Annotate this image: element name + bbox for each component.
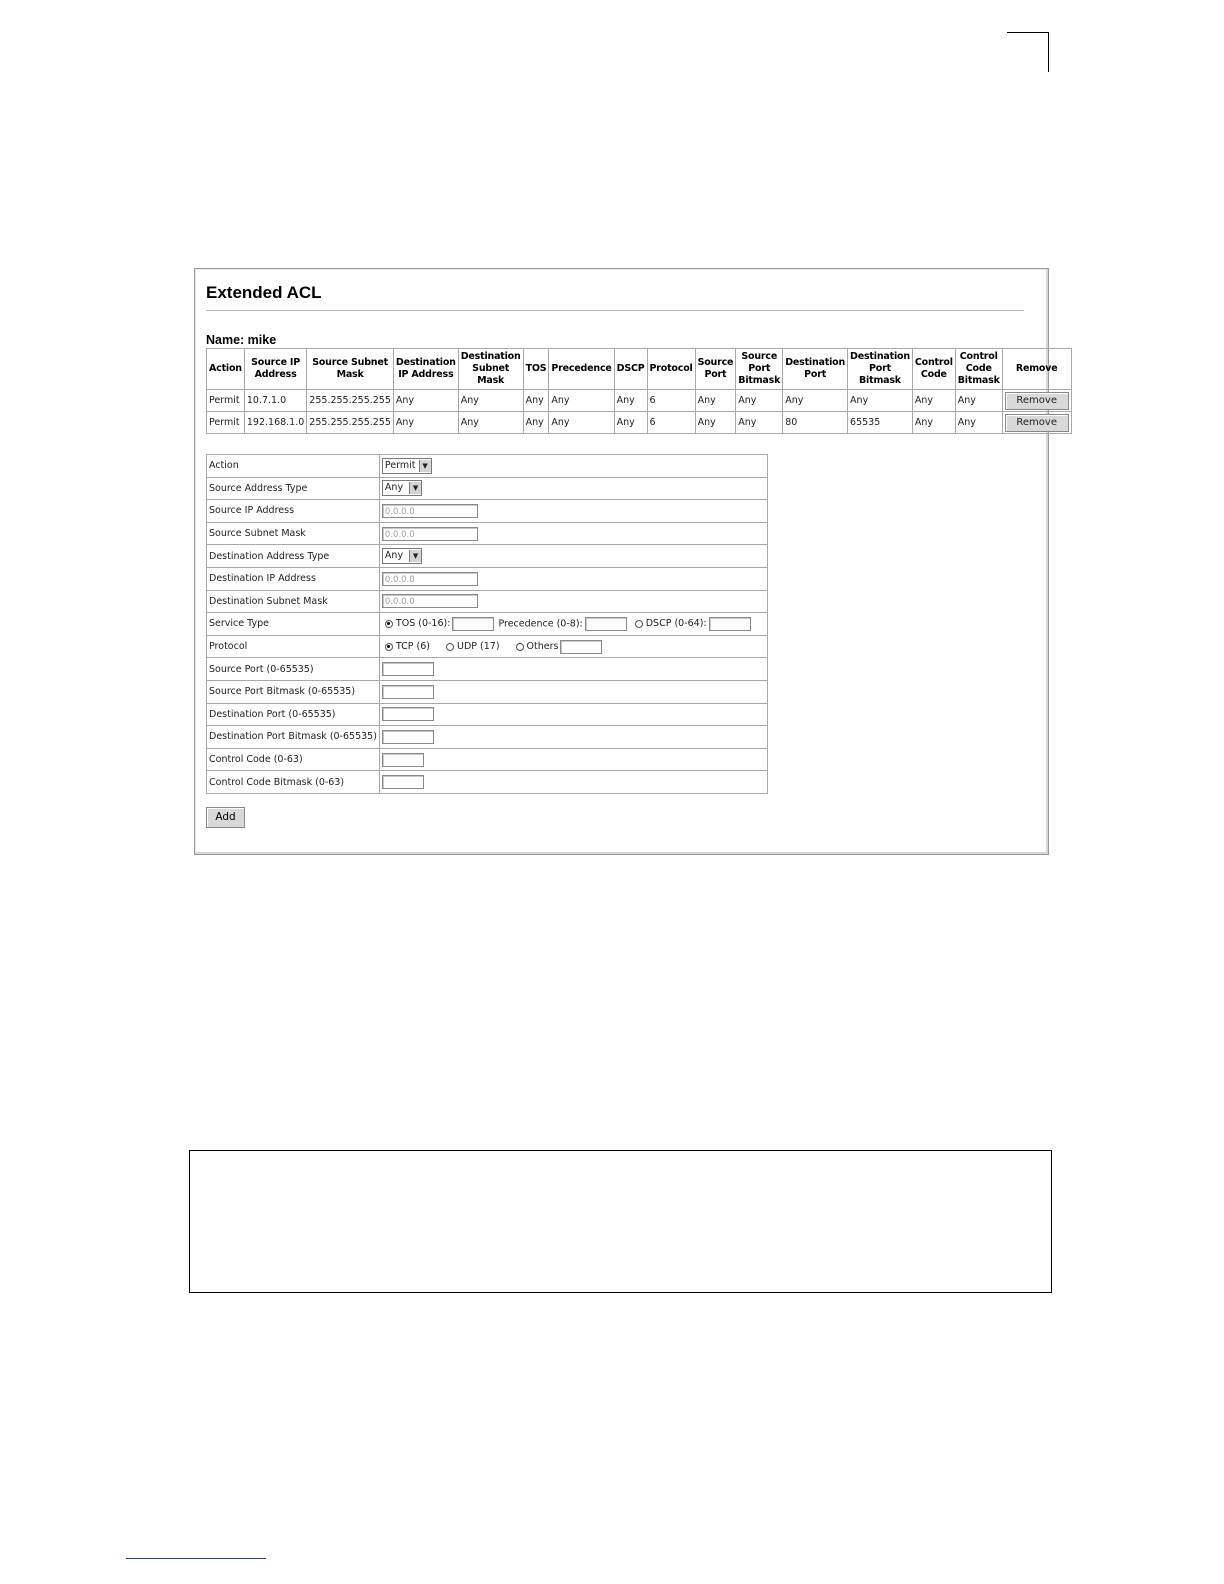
table-cell: Any [549,390,614,412]
tcp-option[interactable] [385,641,430,652]
column-header-line: Bitmask [859,375,901,386]
column-header [912,349,955,390]
form-row-source-ip [207,500,768,523]
form-row-action [207,455,768,478]
tos-input[interactable] [452,617,494,631]
column-header-line: Destination [395,357,456,368]
form-row-dest-address-type [207,545,768,568]
column-header [393,349,458,390]
udp-option[interactable] [446,641,500,652]
table-cell: 255.255.255.255 [307,412,394,434]
table-cell: 255.255.255.255 [307,390,394,412]
precedence-label: Precedence (0-8): [498,618,583,630]
page-title: Extended ACL [206,283,322,302]
form-row-source-mask [207,522,768,545]
form-row-source-port [207,658,768,681]
table-cell: 6 [647,412,695,434]
others-radio[interactable] [516,643,524,651]
dest-address-type-select[interactable] [382,548,422,564]
column-header [244,349,306,390]
dest-ip-label: Destination IP Address [207,567,380,590]
column-header-line: Source Subnet [312,357,388,368]
tos-label: TOS (0-16): [395,618,451,630]
dscp-radio[interactable] [635,620,643,628]
column-header-line: Port [804,369,827,380]
source-address-type-value: Any [384,482,404,494]
table-cell: 65535 [848,412,913,434]
column-header [307,349,394,390]
title-divider [206,310,1024,311]
table-cell: 10.7.1.0 [244,390,306,412]
table-cell: Any [783,390,848,412]
udp-label: UDP (17) [457,641,500,653]
column-header-line: Protocol [649,363,693,374]
table-row [207,390,1072,412]
table-cell: Any [458,390,523,412]
dscp-input[interactable] [709,617,751,631]
add-button[interactable]: Add [206,807,245,828]
control-code-bitmask-input[interactable] [382,775,424,789]
column-header-line: TOS [525,363,547,374]
column-header-line: Source [697,357,734,368]
tcp-radio[interactable] [385,643,393,651]
dest-port-bitmask-label: Destination Port Bitmask (0-65535) [207,726,380,749]
column-header [549,349,614,390]
source-port-input[interactable] [382,662,434,676]
table-cell: Any [848,390,913,412]
table-cell: Permit [207,390,245,412]
extended-acl-panel [194,268,1058,855]
column-header [1002,349,1071,390]
remove-button[interactable]: Remove [1005,392,1069,410]
form-row-dest-port [207,703,768,726]
form-row-dest-ip [207,567,768,590]
column-header-line: Action [209,363,242,374]
form-row-control-code [207,748,768,771]
source-mask-label: Source Subnet Mask [207,522,380,545]
dest-port-input[interactable] [382,707,434,721]
form-row-control-code-bitmask [207,771,768,794]
column-header-line: Mask [336,369,364,380]
column-header [458,349,523,390]
column-header-line: Source [741,351,778,362]
dscp-option[interactable] [635,618,707,629]
column-header-line: Port [748,363,771,374]
service-type-label: Service Type [207,613,380,636]
table-cell: Any [523,390,549,412]
remove-cell [1002,390,1071,412]
column-header-line: Port [704,369,727,380]
table-row [207,412,1072,434]
table-cell: Any [736,390,783,412]
source-ip-input[interactable]: 0.0.0.0 [382,504,478,518]
table-cell: Any [736,412,783,434]
column-header-line: Remove [1015,363,1058,374]
form-row-service-type [207,613,768,636]
column-header-line: Port [869,363,891,374]
column-header-line: IP Address [398,369,454,380]
source-ip-label: Source IP Address [207,500,380,523]
table-cell: 80 [783,412,848,434]
footer-rule [126,1558,266,1559]
column-header-line: Destination [850,351,910,362]
dscp-label: DSCP (0-64): [645,618,707,630]
tcp-label: TCP (6) [395,641,431,653]
column-header-line: Bitmask [957,375,1000,386]
column-header-line: Destination [460,351,521,362]
column-header-line: Source IP [251,357,301,368]
table-cell: Any [393,390,458,412]
dest-ip-input[interactable]: 0.0.0.0 [382,572,478,586]
dest-mask-label: Destination Subnet Mask [207,590,380,613]
column-header [848,349,913,390]
remove-cell [1002,412,1071,434]
chevron-down-icon: ▼ [419,460,431,472]
table-header-row [207,349,1072,390]
column-header-line: Mask [477,375,505,386]
udp-radio[interactable] [446,643,454,651]
acl-rules-table [206,348,1072,434]
column-header [647,349,695,390]
control-code-input[interactable] [382,753,424,767]
form-row-source-address-type [207,477,768,500]
control-code-label: Control Code (0-63) [207,748,380,771]
table-cell: Any [955,390,1002,412]
dest-mask-input[interactable]: 0.0.0.0 [382,594,478,608]
dest-address-type-value: Any [384,550,404,562]
source-port-bitmask-input[interactable] [382,685,434,699]
source-port-label: Source Port (0-65535) [207,658,380,681]
action-label: Action [207,455,380,478]
table-cell: Any [614,390,647,412]
column-header-line: Code [920,369,947,380]
column-header-line: Control [959,351,998,362]
acl-name-label: Name: mike [206,333,277,347]
table-cell: Any [614,412,647,434]
chevron-down-icon: ▼ [409,482,421,494]
action-select-value: Permit [384,459,416,471]
column-header [695,349,736,390]
table-cell: 192.168.1.0 [244,412,306,434]
protocol-label: Protocol [207,635,380,658]
action-select[interactable] [382,458,432,474]
column-header-line: DSCP [616,363,645,374]
table-cell: Any [393,412,458,434]
column-header-line: Subnet [472,363,510,374]
column-header [955,349,1002,390]
tos-option[interactable] [385,618,451,629]
source-port-bitmask-label: Source Port Bitmask (0-65535) [207,680,380,703]
table-cell: Any [912,390,955,412]
column-header [736,349,783,390]
table-cell: Permit [207,412,245,434]
source-address-type-select[interactable] [382,480,422,496]
note-box [189,1150,1052,1293]
others-option[interactable] [516,641,559,652]
others-protocol-input[interactable] [560,640,602,654]
column-header-line: Control [914,357,953,368]
add-rule-form [206,454,768,794]
form-row-protocol [207,635,768,658]
form-row-source-port-bitmask [207,680,768,703]
control-code-bitmask-label: Control Code Bitmask (0-63) [207,771,380,794]
column-header-line: Bitmask [738,375,781,386]
column-header [523,349,549,390]
chevron-down-icon: ▼ [409,550,421,562]
table-cell: 6 [647,390,695,412]
dest-address-type-label: Destination Address Type [207,545,380,568]
source-mask-input[interactable]: 0.0.0.0 [382,527,478,541]
column-header-line: Precedence [551,363,612,374]
table-cell: Any [523,412,549,434]
dest-port-label: Destination Port (0-65535) [207,703,380,726]
remove-button[interactable]: Remove [1005,414,1069,432]
form-row-dest-mask [207,590,768,613]
page-corner-mark [1007,32,1049,72]
table-cell: Any [695,412,736,434]
others-label: Others [526,641,559,653]
source-address-type-label: Source Address Type [207,477,380,500]
table-cell: Any [549,412,614,434]
column-header-line: Code [965,363,992,374]
table-body [207,390,1072,434]
precedence-input[interactable] [585,617,627,631]
column-header [783,349,848,390]
tos-radio[interactable] [385,620,393,628]
table-cell: Any [695,390,736,412]
dest-port-bitmask-input[interactable] [382,730,434,744]
column-header-line: Destination [785,357,846,368]
column-header [207,349,245,390]
column-header [614,349,647,390]
column-header-line: Address [254,369,297,380]
table-cell: Any [458,412,523,434]
table-cell: Any [912,412,955,434]
form-row-dest-port-bitmask [207,726,768,749]
table-cell: Any [955,412,1002,434]
